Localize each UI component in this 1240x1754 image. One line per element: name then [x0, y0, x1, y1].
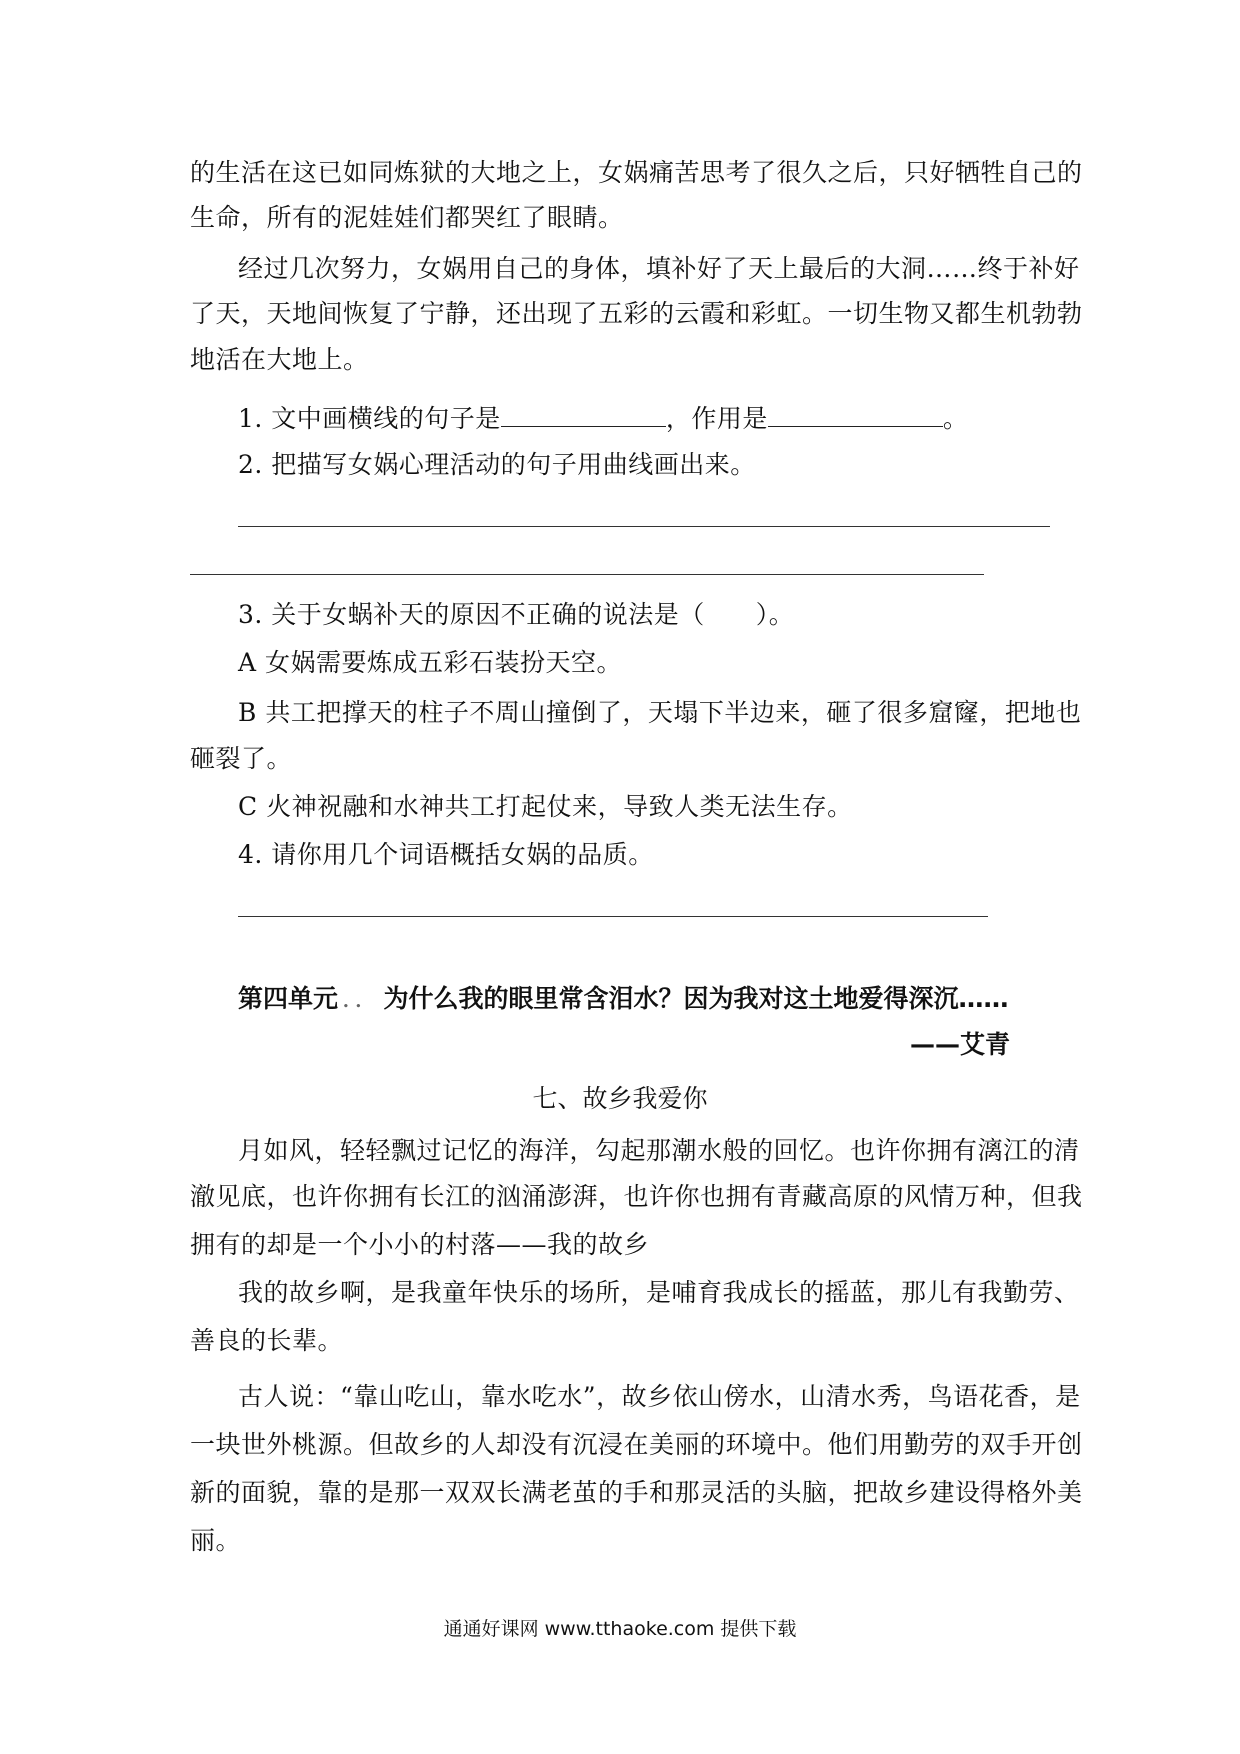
unit-dots: ．．	[342, 984, 380, 1013]
passage-line-4: 了天，天地间恢复了宁静，还出现了五彩的云霞和彩虹。一切生物又都生机勃勃	[190, 299, 1083, 328]
question-1-suffix: 。	[942, 404, 969, 433]
lesson-title: 七、故乡我爱你	[532, 1084, 708, 1113]
passage-line-2: 生命，所有的泥娃娃们都哭红了眼睛。	[190, 203, 624, 232]
lesson-line-6: 古人说：“靠山吃山，靠水吃水”，故乡依山傍水，山清水秀，鸟语花香，是	[238, 1382, 1081, 1411]
answer-line-q2-1[interactable]	[238, 526, 1050, 527]
answer-line-q4[interactable]	[238, 916, 988, 917]
unit-heading	[238, 982, 1009, 1016]
lesson-line-5: 善良的长辈。	[190, 1326, 344, 1355]
question-1-prefix: 1. 文中画横线的句子是	[238, 404, 501, 433]
lesson-line-2: 澈见底，也许你拥有长江的汹涌澎湃，也许你也拥有青藏高原的风情万种，但我	[190, 1182, 1083, 1211]
lesson-line-8: 新的面貌，靠的是那一双双长满老茧的手和那灵活的头脑，把故乡建设得格外美	[190, 1478, 1083, 1507]
passage-line-5: 地活在大地上。	[190, 345, 369, 374]
footer-credit: 通通好课网 www.tthaoke.com 提供下载	[443, 1618, 797, 1640]
option-a: A 女娲需要炼成五彩石装扮天空。	[238, 648, 623, 677]
lesson-line-1: 月如风，轻轻飘过记忆的海洋，勾起那潮水般的回忆。也许你拥有漓江的清	[238, 1136, 1080, 1165]
passage-line-1: 的生活在这已如同炼狱的大地之上，女娲痛苦思考了很久之后，只好牺牲自己的	[190, 158, 1083, 187]
question-4: 4. 请你用几个词语概括女娲的品质。	[238, 840, 654, 869]
question-1-middle: ，作用是	[665, 404, 768, 433]
unit-label: 第四单元	[238, 984, 339, 1013]
option-b-line-1: B 共工把撑天的柱子不周山撞倒了，天塌下半边来，砸了很多窟窿，把地也	[238, 698, 1082, 727]
question-1	[238, 402, 1050, 436]
unit-quote-author: ——艾青	[910, 1030, 1011, 1059]
unit-quote: 为什么我的眼里常含泪水？因为我对这土地爱得深沉……	[383, 984, 1009, 1013]
option-c: C 火神祝融和水神共工打起仗来，导致人类无法生存。	[238, 792, 853, 821]
question-2: 2. 把描写女娲心理活动的句子用曲线画出来。	[238, 450, 756, 479]
option-b-line-2: 砸裂了。	[190, 744, 293, 773]
answer-line-q2-2[interactable]	[190, 574, 984, 575]
lesson-line-9: 丽。	[190, 1526, 242, 1555]
passage-line-3: 经过几次努力，女娲用自己的身体，填补好了天上最后的大洞……终于补好	[238, 254, 1080, 283]
lesson-line-3: 拥有的却是一个小小的村落——我的故乡	[190, 1230, 650, 1259]
question-3: 3. 关于女蜗补天的原因不正确的说法是（ ）。	[238, 600, 795, 629]
answer-blank-2[interactable]	[768, 404, 943, 427]
answer-blank-1[interactable]	[501, 404, 666, 427]
lesson-line-4: 我的故乡啊，是我童年快乐的场所，是哺育我成长的摇蓝，那儿有我勤劳、	[238, 1278, 1080, 1307]
lesson-line-7: 一块世外桃源。但故乡的人却没有沉浸在美丽的环境中。他们用勤劳的双手开创	[190, 1430, 1083, 1459]
